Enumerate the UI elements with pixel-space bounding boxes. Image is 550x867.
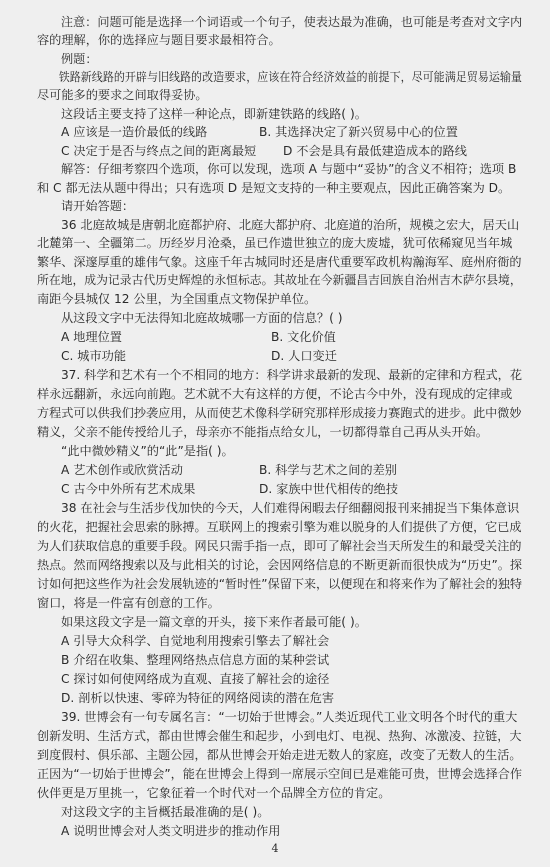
q37-option-c: C 古今中外所有艺术成果: [61, 482, 196, 496]
q38-option-a: A 引导大众科学、自觉地利用搜索引擎去了解社会: [61, 634, 330, 648]
q38-line-6: 窗口，将是一件富有创意的工作。: [37, 596, 220, 610]
q37-option-a: A 艺术创作或欣赏活动: [61, 463, 183, 477]
example-answer-line-2: 和 C 都无法从题中得出；只有选项 D 是短文支持的一种主要观点，因此正确答案为 D。: [37, 181, 511, 195]
example-line-2: 尽可能多的要求之间取得妥协。: [37, 88, 208, 102]
q38-option-d: D. 剖析以快速、零碎为特征的网络阅读的潜在危害: [61, 691, 335, 705]
q39-line-5: 伙伴更是万里挑一，它象征着一个时代对一个品牌全方位的肯定。: [37, 786, 391, 800]
q37-line-2: 样永远翻新，永远向前跑。艺术就不大有这样的方便，不论古今中外，没有现成的定律或: [37, 387, 513, 401]
q36-question: 从这段文字中无法得知北庭故城哪一方面的信息？( ): [61, 311, 343, 325]
q38-line-4: 热点。然而网络搜索以及与此相关的讨论，会因网络信息的不断更新而很快成为“历史”。探: [37, 558, 522, 572]
q37-option-d: D. 家族中世代相传的绝技: [259, 482, 399, 496]
example-answer-line-1: 解答：仔细考察四个选项，你可以发现，选项 A 与题中“妥协”的含义不相符；选项 B: [61, 162, 517, 176]
q39-line-3: 到度假村、俱乐部、主题公园，都从世博会开始走进无数人的家庭，改变了无数人的生活。: [37, 748, 522, 762]
note-line-2: 容的理解，你的选择应与题目要求最相符合。: [37, 33, 281, 47]
q38-line-3: 为人们获取信息的重要手段。网民只需手指一点，即可了解社会当天所发生的和最受关注的: [37, 539, 522, 553]
example-question: 这段话主要支持了这样一种论点，即新建铁路的线路( )。: [61, 107, 367, 121]
q36-options-cd: [37, 348, 337, 364]
q39-line-1: 39. 世博会有一句专属名言：“一切始于世博会。”人类近现代工业文明各个时代的重大: [61, 710, 518, 724]
q38-line-5: 讨如何把这些作为社会发展轨迹的“暂时性”保留下来，以便现在和将来作为了解社会的独特: [37, 577, 522, 591]
q36-option-d: D. 人口变迁: [271, 349, 337, 363]
q38-line-1: 38 在社会与生活步伐加快的今天，人们难得闲暇去仔细翻阅报刊来捕捉当下集体意识: [61, 501, 520, 515]
example-options-ab: [37, 124, 458, 140]
q39-option-a: A 说明世博会对人类文明进步的推动作用: [61, 824, 281, 838]
q39-question: 对这段文字的主旨概括最准确的是( )。: [61, 805, 270, 819]
q36-line-1: 36 北庭故城是唐朝北庭都护府、北庭大都护府、北庭道的治所，规模之宏大，居天山: [61, 218, 520, 232]
q38-question: 如果这段文字是一篇文章的开头，接下来作者最可能( )。: [61, 615, 367, 629]
start-instruction: 请开始答题：: [61, 199, 135, 213]
q36-option-b: B. 文化价值: [271, 330, 336, 344]
example-option-b: B. 其选择决定了新兴贸易中心的位置: [259, 125, 458, 139]
q37-option-b: B. 科学与艺术之间的差别: [259, 463, 397, 477]
q37-line-4: 精义，父亲不能传授给儿子，母亲亦不能指点给女儿，一切都得靠自己再从头开始。: [37, 425, 488, 439]
q36-option-c: C. 城市功能: [61, 349, 127, 363]
q36-options-ab: [37, 329, 336, 345]
example-label: 例题：: [61, 52, 98, 66]
q38-option-b: B 介绍在收集、整理网络热点信息方面的某种尝试: [61, 653, 330, 667]
note-line-1: 注意：问题可能是选择一个词语或一个句子，使表达最为准确，也可能是考查对文字内: [60, 15, 523, 29]
page-number: 4: [271, 842, 279, 855]
q37-question: “此中微妙精义”的“此”是指( )。: [61, 444, 234, 458]
q38-line-2: 的火花，把握社会思索的脉搏。互联网上的搜索引擎为难以脱身的人们提供了方便，它已成: [37, 520, 522, 534]
q37-line-3: 方程式可以供我们抄袭应用，从而使艺术像科学研究那样形成接力赛跑式的进步。此中微妙: [37, 406, 522, 420]
q36-line-5: 南距今县城仅 12 公里，为全国重点文物保护单位。: [37, 292, 317, 306]
q36-line-3: 繁华、深邃厚重的雄伟气象。这座千年古城同时还是唐代重要军政机构瀚海军、庭州府衙的: [37, 255, 522, 269]
example-line-1: 铁路新线路的开辟与旧线路的改造要求，应该在符合经济效益的前提下，尽可能满足贸易运输量: [58, 70, 522, 84]
q37-line-1: 37. 科学和艺术有一个不相同的地方：科学讲求最新的发现、最新的定律和方程式，花: [60, 368, 522, 382]
q36-line-2: 北麓第一、全疆第二。历经岁月沧桑，虽已作遗世独立的庞大废墟，犹可依稀窥见当年城: [37, 236, 513, 250]
example-option-a: A 应该是一造价最低的线路: [61, 125, 208, 139]
q38-option-c: C 探讨如何使网络成为直观、直接了解社会的途径: [61, 672, 330, 686]
q37-options-ab: [37, 462, 397, 478]
q36-line-4: 所在地，成为记录古代历史辉煌的永恒标志。其故址在今新疆昌吉回族自治州吉木萨尔县境，: [37, 273, 522, 287]
q36-option-a: A 地理位置: [61, 330, 122, 344]
q39-line-2: 创新发明、生活方式，都由世博会催生和起步，小到电灯、电视、热狗、冰激凌、拉链，大: [37, 729, 522, 743]
q39-line-4: 正因为“一切始于世博会”，能在世博会上得到一席展示空间已是难能可贵，世博会选择合作: [37, 767, 522, 781]
example-option-d: D 不会是具有最低建造成本的路线: [283, 144, 467, 158]
q37-options-cd: [37, 481, 398, 497]
example-options-cd: [37, 143, 467, 159]
example-option-c: C 决定于是否与终点之间的距离最短: [61, 144, 257, 158]
